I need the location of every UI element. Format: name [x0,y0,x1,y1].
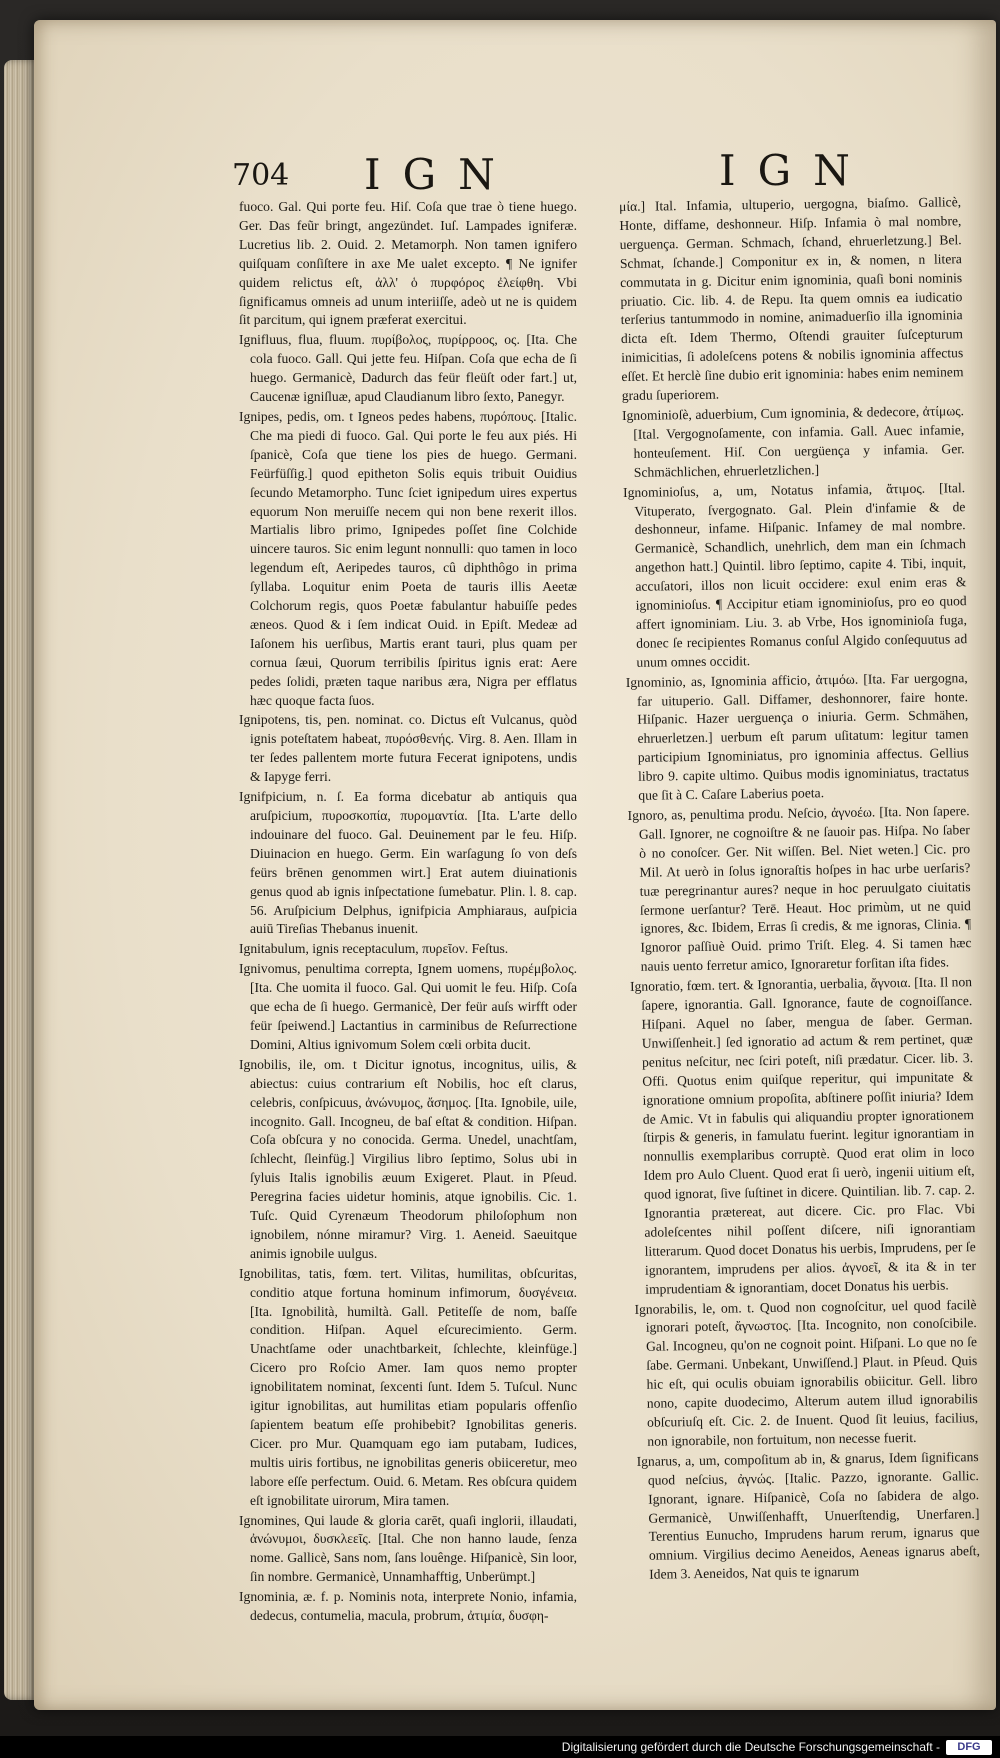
running-head-left: IGN [364,150,517,199]
dictionary-entry: μία.] Ital. Infamia, ultuperio, uergogna, biaſmo. Gallicè, Honte, diffame, deshonneur. Hiſp. Infamia ò mal nombre, uerguença. German. Schmach, ſchand, ehruerletzung.] Bel. Schmat, ſchande.] Componitur ex in, & nomen, n litera commutata in g. Dicitur enim ignominia, quaſi boni nominis priuatio. Cic. lib. 4. de Repu. Ita quem omnis ea iudicatio terſerius tantummodo in nomine, animaduerſio illa ignominia dicta eſt. Idem Thermo, Oſtendi grauiter ſuſcepturum inimicitias, ſi adoleſcens potens & nobilis ignominia affectus eſſet. Et herclè ſine dubio erit ignominia: habes enim neminem gradu ſuperiorem. [619,194,964,404]
dictionary-entry: Ignifpicium, n. ſ. Ea forma dicebatur ab antiquis qua aruſpicium, πυροσκοπία, πυρομαντία. [Ita. L'arte dello indouinare del fuoco. Gal. Deuinement par le feu. Hiſp. Diuinacion en huego. Germ. Ein warſagung ſo von deſs feürs brēnen genommen wirt.] Erat autem diuinationis genus quod ab ignis inſpectatione ſumebatur. Plin. l. 8. cap. 56. Aruſpicium Delphus, ignifpicia Amphiaraus, auſpicia auiū Tireſias Thebanus inuenit. [239,789,577,937]
dictionary-entry: Ignobilitas, tatis, fœm. tert. Vilitas, humilitas, obſcuritas, conditio atque fortuna hominum infimorum, δυσγένεια. [Ita. Ignobilità, humiltà. Gall. Petiteſſe de nom, baſſe condition. Hiſpan. Aquel eſcurecimiento. Germ. Unachtſame oder unachtbarkeit, ſchlechte, kleinfüge.] Cicero pro Roſcio Amer. Iam quos nemo propter ignobilitatem nominat, ſexcenti ſunt. Idem 5. Tuſcul. Nunc igitur ignobilitas, aut humilitas etiam popularis offenſio ſapientem beatum eſſe prohibebit? Ignobilitas generis. Cicer. pro Mur. Quamquam ego iam putabam, Iudices, multis uiris fortibus, ne ignobilitas generis obiiceretur, meo labore eſſe perfectum. Ouid. 6. Metam. Res obſcura quidem eſt ignobilitate uirorum, Mira tamen. [239,1265,577,1508]
footer-credit: Digitalisierung gefördert durch die Deutsche Forschungsgemeinschaft - [561,1740,940,1754]
left-column [239,198,577,1627]
dictionary-entry: Ignobilis, ile, om. t Dicitur ignotus, incognitus, uilis, & abiectus: cuius contrarium eſt Nobilis, hoc eſt clarus, celebris, conſpicuus, ἀνώνυμος, ἄσημος. [Ita. Ignobile, uile, incognito. Gall. Incogneu, de baſ eſtat & condition. Hiſpan. Coſa obſcura y no conocida. Germa. Unedel, unachtſam, ſchlecht, ſleinfüg.] Virgilius libro ſeptimo, Solus ubi in ſyluis Italis ignobilis æuum Exigeret. Plaut. in Pſeud. Peregrina facies uidetur hominis, atque ignobilis. Cic. 1. Tuſc. Quid Cyrenæum Theodorum philoſophum non ignobilem, nónne miramur? Virg. 1. Aeneid. Saeuitque animis ignobile uulgus. [239,1056,577,1261]
book-page [34,20,996,1710]
page-number: 704 [232,158,290,193]
dictionary-entry: Ignominioſus, a, um, Notatus infamia, ἄτιμος. [Ital. Vituperato, ſvergognato. Gal. Plein d'infamie & de deshonneur, infame. Hiſpanic. Infamey de mal nombre. Germanicè, Schandlich, unehrlich, dem man ein ſchmach angethon hatt.] Quintil. libro ſeptimo, capite 4. Tibi, inquit, accuſatori, illos non licuit occidere: exul enim eras & ignominioſus. ¶ Accipitur etiam ignominioſus, pro eo quod affert ignominiam. Liu. 3. ab Vrbe, Hos ignominioſa fuga, donec ſe recipientes Romanus conſul Algido conſequutus ad unum omnes occidit. [623,479,968,670]
dictionary-entry: Ignarus, a, um, compoſitum ab in, & gnarus, Idem ſignificans quod neſcius, ἀγνώς. [Italic. Pazzo, ignorante. Gallic. Ignorant, ignare. Hiſpanicè, Coſa no ſabidera de algo. Germanicè, Unwiſſenhafft, Unuerſtendig, Unerfaren.] Terentius Eunucho, Imprudens harum rerum, ignarus que omnium. Virgilius decimo Aeneidos, Aeneas ignarus abeſt, Idem 3. Aeneidos, Nat quis te ignarum [636,1448,981,1582]
running-head-right: IGN [719,146,872,195]
dictionary-entry: Ignoro, as, penultima produ. Neſcio, ἀγνοέω. [Ita. Non ſapere. Gall. Ignorer, ne cognoiſtre & ne ſauoir pas. Hiſpa. No ſaber ò no conoſcer. Ger. Nit wiſſen. Bel. Niet weten.] Cic. pro Mil. At uerò in ſolus ignoraſtis hoſpes in hac urbe uerſaris? tuæ peregrinantur aures? neque in hoc peruulgato ciuitatis ſermone uerſantur? Terē. Heaut. Hoc primùm, ut ne quid ignores, &c. Ibidem, Erras ſi credis, & me ignoras, Clinia. ¶ Ignoror paſſiuè Ouid. primo Triſt. Eleg. 4. Si tamen hæc nauis uento ferretur amico, Ignoraretur forſitan iſta fides. [627,803,972,975]
dictionary-entry: Ignoratio, fœm. tert. & Ignorantia, uerbalia, ἄγνοια. [Ita. Il non ſapere, ignorantia. Gall. Ignorance, faute de cognoiſſance. Hiſpani. Aquel no ſaber, mengua de ſaber. German. Unwiſſenheit.] ſed ignoratio ad actum & rem pertinet, quæ penitus neſcitur, nec ſciri poteſt, niſi prædatur. Cicer. lib. 3. Offi. Quotus enim quiſque reperitur, qui impunitate & ignoratione omnium propoſita, abſtinere poſſit iniuria? Idem de Amic. Vt in fabulis qui aliquandiu propter ignorationem ſtirpis & generis, in famulatu fuerint. legitur ignorantiam in nonnullis exemplaribus corruptè. Quod erat olim in loco Idem pro Aulo Cluent. Quod erat ſi uerò, ingenii uitium eſt, quod ignorat, ſive ſuſtinet in dicere. Quintilian. lib. 7. cap. 2. Ignorantia prætereat, aut dicere. Cic. pro Flac. Vbi adoleſcentes nihil poſſent diſcere, niſi ignorantiam litterarum. Quod docet Donatus his uerbis, Imprudens, per ſe ignorantem, imprudens per alios. ἀγνοεῖ, & ita & in ter imprudentiam & ignorantiam, docet Donatus his uerbis. [629,974,977,1297]
footer-bar [0,1736,1000,1758]
dictionary-entry: Ignipes, pedis, om. t Igneos pedes habens, πυρόπους. [Italic. Che ma piedi di fuoco. Gal. Qui porte le feu aux piés. Hi ſpanicè, Coſa que tiene los pies de huego. Germani. Feürfüſſig.] quod epitheton Solis equis tribuit Ouidius ſecundo Metamorpho. Tunc ſciet ignipedum uires expertus equorum Non meruiſſe necem qui non bene rexerit illos. Martialis libro primo, Ignipedes poſſet ſine Colchide uincere tauros. Sic enim legunt nonnulli: quo tamen in loco legendum eſt, Aeripedes tauros, cû diphthôgo in prima ſyllaba. Loquitur enim Poeta de tauris illis Aeetæ Colchorum regis, quos Poetæ fabulantur habuiſſe pedes æneos. Quod & i ſem indicat Ouid. in Epiſt. Medeæ ad Iaſonem his uerſibus, Martis erant tauri, plus quam per cornua ſæui, Quorum terribilis ſpiritus ignis erat: Aere pedes ſolidi, præten taque naribus æra, Nigra per efflatus hæc quoque facta ſuos. [239,408,577,708]
dictionary-entry: Ignifluus, flua, fluum. πυρίβολος, πυρίρροος, ος. [Ita. Che cola fuoco. Gall. Qui jette feu. Hiſpan. Coſa que echa de ſi huego. Germanicè, Dadurch das feür fleüſt oder fart.] ut, Caucenæ igniſluæ, apud Claudianum libro ſexto, Panegyr. [239,332,577,405]
dictionary-entry: Ignominio, as, Ignominia afficio, ἀτιμόω. [Ita. Far uergogna, far uituperio. Gall. Diffamer, deshonnorer, faire honte. Hiſpanic. Hazer uerguença o iniuria. Germ. Schmähen, ehruerletzen.] uerbum eſt parum uſitatum: legitur tamen participium Ignominiatus, pro ignominia affectus. Gellius libro 9. capite ultimo. Quibus modis ignominiatus, tractatus que ſit à C. Caſare Laberius poeta. [625,669,970,803]
dictionary-entry: Ignominia, æ. f. p. Nominis nota, interprete Nonio, infamia, dedecus, contumelia, macula, probrum, ἀτιμία, δυσφη- [239,1589,577,1624]
dfg-logo: DFG [946,1740,992,1755]
dictionary-entry: fuoco. Gal. Qui porte feu. Hiſ. Coſa que trae ò tiene huego. Ger. Das feũr bringt, angezündet. Iuſ. Lampades igniferæ. Lucretius lib. 2. Ouid. 2. Metamorph. Non tamen ignifero quiſquam conſiſtere in axe Me ualet excepto. ¶ Ne ignifer quidem relictus eſt, ἀλλ' ὁ πυρφόρος ἐλείφθη. Vbi ſignificamus omneis ad unum interiiſſe, adeò ut ne is quidem ſit parcitum, qui ignem præferat exercitui. [239,199,577,328]
dictionary-entry: Ignivomus, penultima correpta, Ignem uomens, πυρέμβολος. [Ita. Che uomita il fuoco. Gal. Qui uomit le feu. Hiſp. Coſa que echa de ſi huego. Germanicè, Der feür auſs wirfft oder feür ſpeiwend.] Lactantius in carminibus de Reſurrectione Domini, Altius ignivomum Solem cœli orbita ducit. [239,961,577,1052]
dictionary-entry: Ignomines, Qui laude & gloria carēt, quaſi inglorii, illaudati, ἀνώνυμοι, δυσκλεεῖς. [Ital. Che non hanno laude, ſenza nome. Gallicè, Sans nom, ſans louênge. Hiſpanicè, Sin loor, ſin nombre. Germanicè, Unnamhafftig, Unberümpt.] [239,1512,577,1585]
dictionary-entry: Ignitabulum, ignis receptaculum, πυρεῖον. Feſtus. [239,941,509,957]
dictionary-entry: Ignipotens, tis, pen. nominat. co. Dictus eſt Vulcanus, quòd ignis poteſtatem habeat, πυρόσθενής. Virg. 8. Aen. Illam in ter ſedes pallentem morte futura Fecerat ignipotens, undis & Iapyge ferri. [239,712,577,785]
dictionary-entry: Ignorabilis, le, om. t. Quod non cognoſcitur, uel quod facilè ignorari poteſt, ἄγνωστος. [Ita. Incognito, non conoſcibile. Gal. Incogneu, qu'on ne cognoit point. Hiſpani. Lo que no ſe ſabe. Germani. Unbekant, Unwiſſend.] Plaut. in Pſeud. Quis hic eſt, qui oculis obuiam ignorabilis obiicitur. Gell. libro nono, capite duodecimo, Alterum autem illud ignorabilis obſcuriuſq eſt. Cic. 2. de Inuent. Quod ſit leuius, facilius, non ignorabile, non fortuitum, non necesse fuerit. [634,1296,979,1449]
right-column [619,193,980,1586]
dictionary-entry: Ignominioſè, aduerbium, Cum ignominia, & dedecore, ἀτίμως. [Ital. Vergognoſamente, con infamia. Gall. Auec infamie, honteuſement. Hiſ. Con uergüença y infamia. Ger. Schmächlichen, ehruerletzlichen.] [621,403,965,480]
